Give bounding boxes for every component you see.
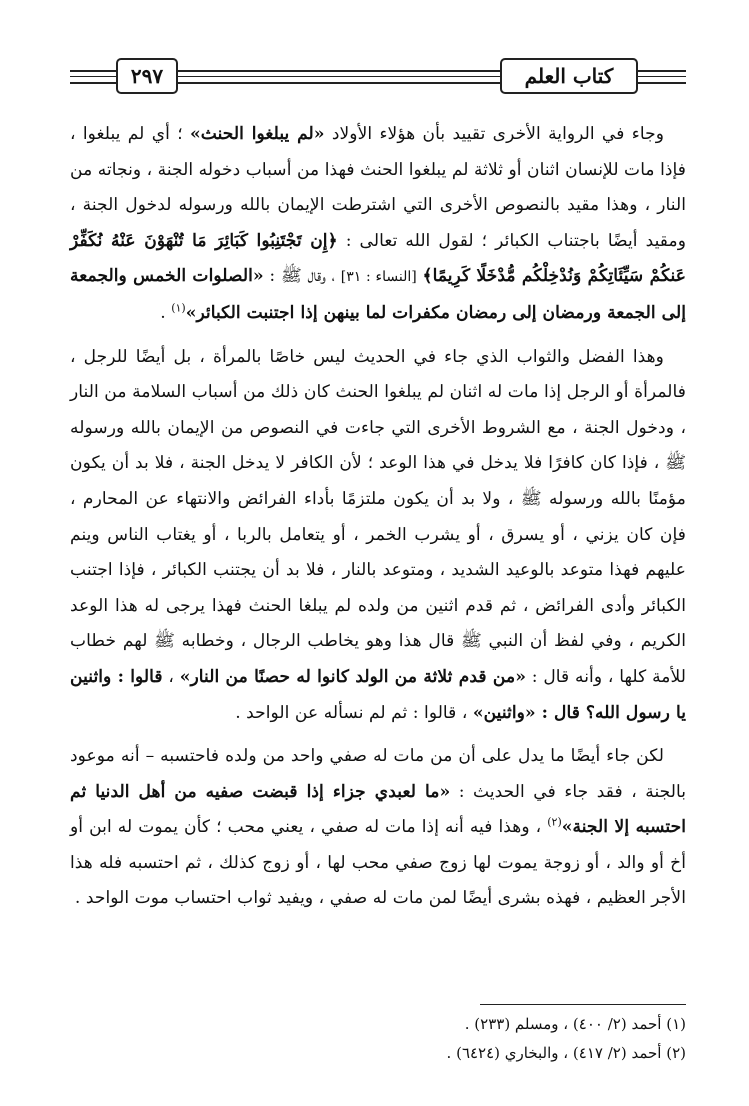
page-number [116,58,178,94]
footnote-ref-2: (٢) [547,815,562,829]
text-run: ، قالوا : ثم لم نسأله عن الواحد . [235,702,473,723]
paragraph-3 [70,739,686,917]
text-run: لكن جاء أيضًا ما يدل على أن من مات له صفي واحد من ولده فاحتسبه – أنه موعود بالجنة ، فقد جاء في الحديث : [70,746,686,802]
footnote-divider [480,1004,686,1005]
hadith-quote: «لم يبلغوا الحنث» [189,124,325,144]
footnote-1: (١) أحمد (٢/ ٤٠٠) ، ومسلم (٢٣٣) . [464,1015,686,1033]
running-title [500,58,638,94]
footnotes [70,1010,686,1068]
hadith-quote: «ما لعبدي جزاء إذا قبضت صفيه من أهل الدنيا ثم احتسبه إلا الجنة» [70,781,686,838]
text-run: وهذا الفضل والثواب الذي جاء في الحديث ليس خاصًا بالمرأة ، بل أيضًا للرجل ، فالمرأة أو الرجل إذا مات له اثنان لم يبلغوا الحنث كان ذلك من أسباب السلامة من النار ، ودخول الجنة ، مع الشروط الأخرى التي جاءت في النصوص من الإيمان بالله ورسوله ﷺ ، فإذا كان كافرًا فلا يدخل في هذا الوعد ؛ لأن الكافر لا يدخل الجنة ، فلا بد أن يكون مؤمنًا بالله ورسوله ﷺ ، ولا بد أن يكون ملتزمًا بأداء الفرائض والانتهاء عن المحارم ، فإن كان يزني ، أو يسرق ، أو يشرب الخمر ، أو يتعامل بالربا ، أو يغتاب الناس وينم عليهم فهذا متوعد بالوعيد الشديد ، ومتوعد بالنار ، فلا بد أن يجتنب الكبائر ، فإذا اجتنب الكبائر وأدى الفرائض ، ثم قدم اثنين من ولده لم يبلغا الحنث فهذا يرجى له هذا الوعد الكريم ، وفي لفظ أن النبي ﷺ قال هذا وهو يخاطب الرجال ، وخطابه ﷺ لهم خطاب للأمة كلها ، وأنه قال : [70,346,686,687]
paragraph-2 [70,340,686,732]
text-run: . [160,302,172,323]
text-run: ؛ أي لم يبلغوا ، فإذا مات للإنسان اثنان أو ثلاثة لم يبلغوا الحنث فهذا من أسباب دخوله الجنة ، ونجاته من النار ، وهذا مقيد بالنصوص الأخرى التي اشترطت الإيمان بالله ورسوله لدخول الجنة ، ومقيد أيضًا باجتناب الكبائر ؛ لقول الله تعالى : [70,124,686,251]
verse-reference: [النساء : ٣١] [340,269,417,286]
quran-verse: ﴿إِن تَجْتَنِبُوا كَبَائِرَ مَا تُنْهَوْنَ عَنْهُ نُكَفِّرْ عَنكُمْ سَيِّئَاتِكُمْ وَنُدْخِلْكُم مُّدْخَلًا كَرِيمًا﴾ [70,230,686,287]
footnote-ref-1: (١) [171,301,186,315]
text-run: وجاء في الرواية الأخرى تقييد بأن هؤلاء الأولاد [324,124,664,144]
running-title-text: كتاب العلم [524,64,614,88]
footnote-2: (٢) أحمد (٢/ ٤١٧) ، والبخاري (٦٤٢٤) . [446,1044,686,1062]
text-run: ، وهذا فيه أنه إذا مات له صفي ، يعني محب ؛ كأن يموت له ابن أو أخ أو والد ، أو زوجة يموت لها زوج صفي محب لها ، أو زوج كذلك ، ثم احتسبه فله هذا الأجر العظيم ، فهذه بشرى أيضًا لمن مات له صفي ، ويفيد ثواب احتساب موت الواحد . [70,817,686,909]
text-run: ، وقال ﷺ : [263,266,341,287]
main-text [70,117,686,917]
paragraph-1 [70,117,686,332]
hadith-quote: قالوا : واثنين يا رسول الله؟ قال : «واثنين» [70,666,686,723]
page-number-text: ٢٩٧ [130,64,164,88]
text-run: ، [162,666,180,687]
hadith-quote: «من قدم ثلاثة من الولد كانوا له حصنًا من النار» [179,666,526,687]
hadith-quote: «الصلوات الخمس والجمعة إلى الجمعة ورمضان إلى رمضان مكفرات لما بينهن إذا اجتنبت الكبائر» [70,266,686,323]
